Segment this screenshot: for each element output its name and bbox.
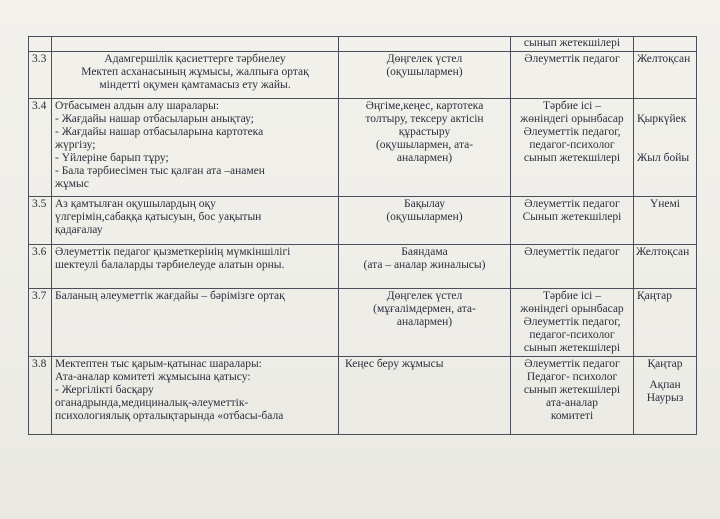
responsible-line: сынып жетекшілері	[523, 384, 621, 396]
form-line: (оқушылармен, ата-	[375, 139, 474, 151]
activity-line: Мектептен тыс қарым-қатынас шаралары:	[55, 358, 262, 370]
responsible-cell	[511, 289, 634, 357]
term-cell	[634, 357, 697, 435]
activity-cell	[52, 52, 339, 99]
term-cell	[634, 37, 697, 52]
form-line: Бақылау	[403, 198, 446, 210]
form-line: Әңгіме,кеңес, картотека	[365, 100, 484, 112]
form-line: құрастыру	[398, 126, 451, 138]
responsible-cell	[511, 37, 634, 52]
row-number: 3.7	[29, 289, 52, 357]
table-row	[29, 99, 697, 197]
responsible-line: Тәрбие ісі –	[543, 290, 601, 302]
form-cell	[339, 52, 511, 99]
spacer	[637, 126, 693, 152]
term-line: Ақпан	[649, 379, 681, 391]
activity-line: шектеулі балаларды тәрбиелеуде алатын орны.	[55, 259, 285, 271]
term-line: Желтоқсан	[637, 53, 691, 65]
responsible-line: жөніндегі орынбасар	[520, 303, 624, 315]
responsible-cell	[511, 357, 634, 435]
row-number: 3.3	[29, 52, 52, 99]
activity-cell	[52, 289, 339, 357]
row-number: 3.6	[29, 245, 52, 289]
form-cell	[339, 245, 511, 289]
responsible-line: Әлеуметтік педагог	[524, 358, 620, 370]
responsible-line: Әлеуметтік педагог,	[523, 316, 621, 328]
form-line: аналармен)	[396, 316, 453, 328]
responsible-line: Әлеуметтік педагог	[524, 246, 620, 258]
responsible-line: педагог-психолог	[529, 329, 615, 341]
term-line: Жыл бойы	[637, 152, 690, 164]
responsible-line: жөніндегі орынбасар	[520, 113, 624, 125]
term-cell	[634, 245, 697, 289]
term-cell	[634, 52, 697, 99]
activity-line: Отбасымен алдын алу шаралары:	[55, 100, 220, 112]
plan-table	[28, 36, 697, 435]
form-cell	[339, 37, 511, 52]
table-row	[29, 52, 697, 99]
term-cell	[634, 99, 697, 197]
responsible-line: Әлеуметтік педагог	[524, 198, 620, 210]
activity-line: қадағалау	[55, 224, 103, 236]
activity-cell	[52, 99, 339, 197]
activity-line: үлгерімін,сабаққа қатысуын, бос уақытын	[55, 211, 262, 223]
form-cell	[339, 99, 511, 197]
responsible-cell	[511, 197, 634, 245]
activity-line: жұмыс	[55, 178, 89, 190]
activity-line: - Үйлеріне барып тұру;	[55, 152, 169, 164]
responsible-line: сынып жетекшілері	[523, 37, 621, 49]
responsible-line: Әлеуметтік педагог,	[523, 126, 621, 138]
activity-line: оганадрында,медициналық-әлеуметтік-	[55, 397, 249, 409]
activity-line: - Жергілікті басқару	[55, 384, 154, 396]
responsible-line: Тәрбие ісі –	[543, 100, 601, 112]
row-number: 3.5	[29, 197, 52, 245]
form-line: (ата – аналар жиналысы)	[363, 259, 486, 271]
activity-line: жүргізу;	[55, 139, 96, 151]
term-line: Қаңтар	[637, 290, 672, 302]
responsible-line: комитеті	[550, 410, 594, 422]
table-row	[29, 245, 697, 289]
form-line: Дөңгелек үстел	[386, 290, 463, 302]
responsible-line: Әлеуметтік педагог	[524, 53, 620, 65]
form-line: (оқушылармен)	[386, 211, 463, 223]
activity-cell	[52, 197, 339, 245]
spacer	[637, 100, 693, 113]
responsible-line: Сынып жетекшілері	[522, 211, 622, 223]
responsible-line: сынып жетекшілері	[523, 342, 621, 354]
responsible-cell	[511, 99, 634, 197]
activity-line: - Жағдайы нашар отбасыларын анықтау;	[55, 113, 254, 125]
responsible-line: ата-аналар	[546, 397, 598, 409]
spacer	[637, 371, 693, 379]
term-line: Қыркүйек	[637, 113, 687, 125]
form-line: Дөңгелек үстел	[386, 53, 463, 65]
term-cell	[634, 289, 697, 357]
form-line: толтыру, тексеру актісін	[365, 113, 484, 125]
form-cell	[339, 357, 511, 435]
form-line: (мұғалімдермен, ата-	[373, 303, 476, 315]
activity-line: Әлеуметтік педагог қызметкерінің мүмкіншілігі	[55, 246, 291, 258]
form-line: (оқушылармен)	[386, 66, 463, 78]
form-line: аналармен)	[396, 152, 453, 164]
form-line: Кеңес беру жұмысы	[345, 358, 444, 370]
activity-line: Аз қамтылған оқушылардың оқу	[55, 198, 216, 210]
responsible-cell	[511, 52, 634, 99]
activity-cell	[52, 37, 339, 52]
table-row	[29, 357, 697, 435]
term-line: Үнемі	[649, 198, 681, 210]
form-cell	[339, 289, 511, 357]
row-number: 3.8	[29, 357, 52, 435]
activity-cell	[52, 357, 339, 435]
form-line: Баяндама	[401, 246, 448, 258]
responsible-cell	[511, 245, 634, 289]
activity-cell	[52, 245, 339, 289]
responsible-line: сынып жетекшілері	[523, 152, 621, 164]
table-row	[29, 197, 697, 245]
activity-line: психологиялық орталықтарында «отбасы-бала	[55, 410, 284, 422]
activity-line: міндетті оқумен қамтамасыз ету жайы.	[99, 79, 291, 91]
form-cell	[339, 197, 511, 245]
row-number	[29, 37, 52, 52]
responsible-line: педагог-психолог	[529, 139, 615, 151]
table-row	[29, 289, 697, 357]
term-line: Желтоқсан	[636, 246, 690, 258]
term-line: Қаңтар	[647, 358, 683, 370]
row-number: 3.4	[29, 99, 52, 197]
activity-line: - Бала тәрбиесімен тыс қалған ата –анамен	[55, 165, 265, 177]
term-line: Наурыз	[646, 392, 684, 404]
activity-line: Ата-аналар комитеті жұмысына қатысу:	[55, 371, 251, 383]
responsible-line: Педагог- психолог	[526, 371, 618, 383]
term-cell	[634, 197, 697, 245]
activity-line: - Жағдайы нашар отбасыларына картотека	[55, 126, 264, 138]
activity-line: Мектеп асханасының жұмысы, жалпыға ортақ	[81, 66, 309, 78]
activity-line: Адамгершілік қасиеттерге тәрбиелеу	[104, 53, 286, 65]
table-row	[29, 37, 697, 52]
activity-line: Баланың әлеуметтік жағдайы – бәрімізге ортақ	[55, 290, 285, 302]
